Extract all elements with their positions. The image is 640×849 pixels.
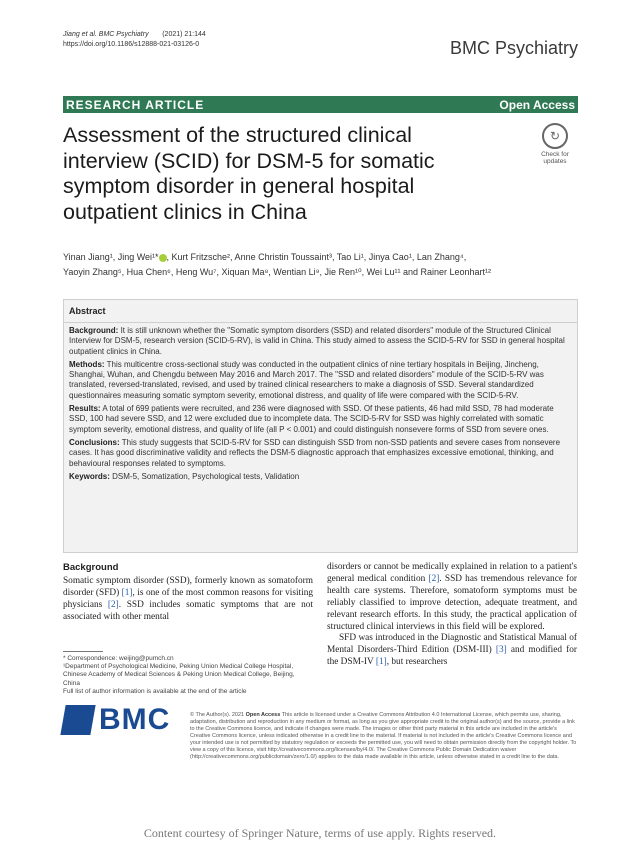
license-open-access: Open Access [245, 712, 281, 718]
check-for-updates-badge[interactable] [532, 123, 578, 169]
license-text [190, 712, 578, 761]
citation-link[interactable]: [1] [121, 587, 133, 598]
body-text: Somatic symptom disorder (SSD), formerly known as somatoform disorder (SFD) [63, 575, 313, 598]
doi-link[interactable]: https://doi.org/10.1186/s12888-021-03126-0 [63, 41, 200, 48]
orcid-icon[interactable] [159, 254, 167, 262]
abstract-text: DSM-5, Somatization, Psychological tests, Validation [112, 471, 300, 481]
body-text: SFD was introduced in the Diagnostic and Statistical Manual of Mental Disorders-Third Edition (DSM-III) [327, 633, 577, 656]
body-text: , but researchers [386, 657, 448, 668]
author-info-note: Full list of author information is available at the end of the article [63, 687, 247, 695]
courtesy-watermark: Content courtesy of Springer Nature, terms of use apply. Rights reserved. [143, 826, 497, 840]
body-text: . SSD has tremendous relevance for health care systems. Therefore, somatoform symptoms must be reliably classified to improve detection, adequate treatment, and relevant research efforts. In this study, the practical application of structured clinical interviews in this field will be explored. [327, 573, 578, 632]
abstract-label: Results: [69, 404, 101, 414]
abstract-box [63, 299, 578, 553]
citation-link[interactable]: [2] [107, 599, 119, 610]
license-body: This article is licensed under a Creative Commons Attribution 4.0 International License, which permits use, sharing, adaptation, distribution and reproduction in any medium or format, as long as you give appropriate credit to the original author(s) and the source, provide a link to the Creative Commons licence, and indicate if changes were made. The images or other third party material in this article are included in the article's Creative Commons licence, unless indicated otherwise in a credit line to the material. If material is not included in the article's Creative Commons licence and your intended use is not permitted by statutory regulation or exceeds the permitted use, you will need to obtain permission directly from the copyright holder. To view a copy of this licence, visit http://creativecommons.org/licenses/by/4.0/. The Creative Commons Public Domain Dedication waiver (http://creativecommons.org/publicdomain/zero/1.0/) applies to the data made available in this article, unless otherwise stated in a credit line to the data. [190, 712, 577, 760]
body-paragraph [327, 633, 577, 669]
article-type-banner [63, 96, 578, 113]
citation-header [63, 30, 206, 50]
abstract-label: Methods: [69, 359, 105, 369]
open-access-label: Open Access [499, 97, 575, 112]
abstract-text: This multicentre cross-sectional study was conducted in the outpatient clinics of nine tertiary hospitals in Beijing, Jincheng, Shanghai, Wuhan, and Chengdu between May 2016 and March 2017. The "SSD and related disorders" module of the SCID-5-RV was translated, reversed-translated, revised, and used by trained clinical researchers to make a diagnosis of SSD. Several standardized questionnaires measuring somatic symptom severity, emotional distress, and quality of life were compared with the SCID-5-RV. [69, 359, 544, 400]
body-text: disorders or cannot be medically explained in relation to a patient's general medical condition [327, 562, 577, 584]
background-heading: Background [63, 562, 119, 573]
body-paragraph [63, 576, 313, 624]
abstract-label: Background: [69, 326, 119, 335]
article-title: Assessment of the structured clinical interview (SCID) for DSM-5 for somatic symptom disorder in general hospital outpatient clinics in China [63, 123, 435, 224]
year-volume: (2021) 21:144 [162, 31, 206, 38]
bmc-logo-mark [60, 705, 95, 735]
abstract-background [69, 326, 572, 357]
footnotes [63, 655, 313, 696]
authors-line1: Yinan Jiang¹, Jing Wei¹* [63, 252, 159, 262]
author-list [63, 250, 578, 280]
footnote-divider [63, 651, 103, 652]
abstract-text: A total of 699 patients were recruited, and 236 were diagnosed with SSD. Of these patients, 46 had mild SSD, 78 had moderate SSD, 100 had severe SSD, and 12 were excluded due to incomplete data. The SCID-5-RV for SSD was highly correlated with somatic symptom severity, emotional distress, and quality of life (all P < 0.001) and could distinguish nonsevere forms of SSD from severe ones. [69, 404, 554, 434]
body-right-column [327, 562, 577, 669]
license-lead: © The Author(s). 2021 [190, 712, 246, 718]
correspondence[interactable]: * Correspondence: weijing@pumch.cn [63, 655, 174, 662]
journal-cite: Jiang et al. BMC Psychiatry [63, 31, 149, 38]
abstract-label: Keywords: [69, 471, 110, 481]
body-left-column [63, 562, 313, 624]
citation-link[interactable]: [3] [495, 645, 507, 656]
abstract-keywords [69, 472, 572, 482]
bmc-logo-text: BMC [99, 703, 171, 736]
abstract-text: It is still unknown whether the "Somatic symptom disorders (SSD) and related disorders" module of the Structured Clinical Interview for DSM-5, research version (SCID-5-RV), is valid in China. This study aimed to assess the SCID-5-RV for SSD in general hospital outpatient clinics in China. [69, 326, 565, 356]
bmc-logo [63, 703, 170, 737]
citation-link[interactable]: [2] [428, 573, 440, 584]
authors-line2: Yaoyin Zhang⁵, Hua Chen⁶, Heng Wu⁷, Xiquan Ma⁸, Wentian Li⁹, Jie Ren¹⁰, Wei Lu¹¹ and Rainer Leonhart¹² [63, 267, 492, 277]
abstract-heading: Abstract [64, 300, 577, 323]
journal-brand: BMC Psychiatry [449, 38, 578, 58]
abstract-methods [69, 360, 572, 401]
check-for-updates-icon: ↻ [542, 123, 568, 149]
article-type: RESEARCH ARTICLE [66, 97, 205, 112]
authors-line1-rest: , Kurt Fritzsche², Anne Christin Toussaint³, Tao Li¹, Jinya Cao¹, Lan Zhang⁴, [166, 252, 467, 262]
abstract-conclusions [69, 438, 572, 469]
abstract-label: Conclusions: [69, 437, 120, 447]
citation-link[interactable]: [1] [375, 657, 387, 668]
body-text: and modified for the DSM-IV [327, 645, 577, 668]
check-for-updates-label: Check for updates [541, 151, 569, 165]
body-text: , is one of the most common reasons for visiting physicians [63, 587, 313, 610]
affiliation: ¹Department of Psychological Medicine, Peking Union Medical College Hospital, Chinese Academy of Medical Sciences & Peking Union Medical College, Beijing, China [63, 663, 295, 687]
body-paragraph [327, 562, 577, 633]
abstract-results [69, 404, 572, 435]
body-text: . SSD includes somatic symptoms that are not associated with other mental [63, 599, 313, 622]
abstract-text: This study suggests that SCID-5-RV for SSD can distinguish SSD from non-SSD patients and severe cases from nonsevere cases. It has good discriminative validity and reflects the DSM-5 diagnostic approach that emphasizes excessive emotional, thinking, and behavioural responses related to symptoms. [69, 437, 561, 468]
